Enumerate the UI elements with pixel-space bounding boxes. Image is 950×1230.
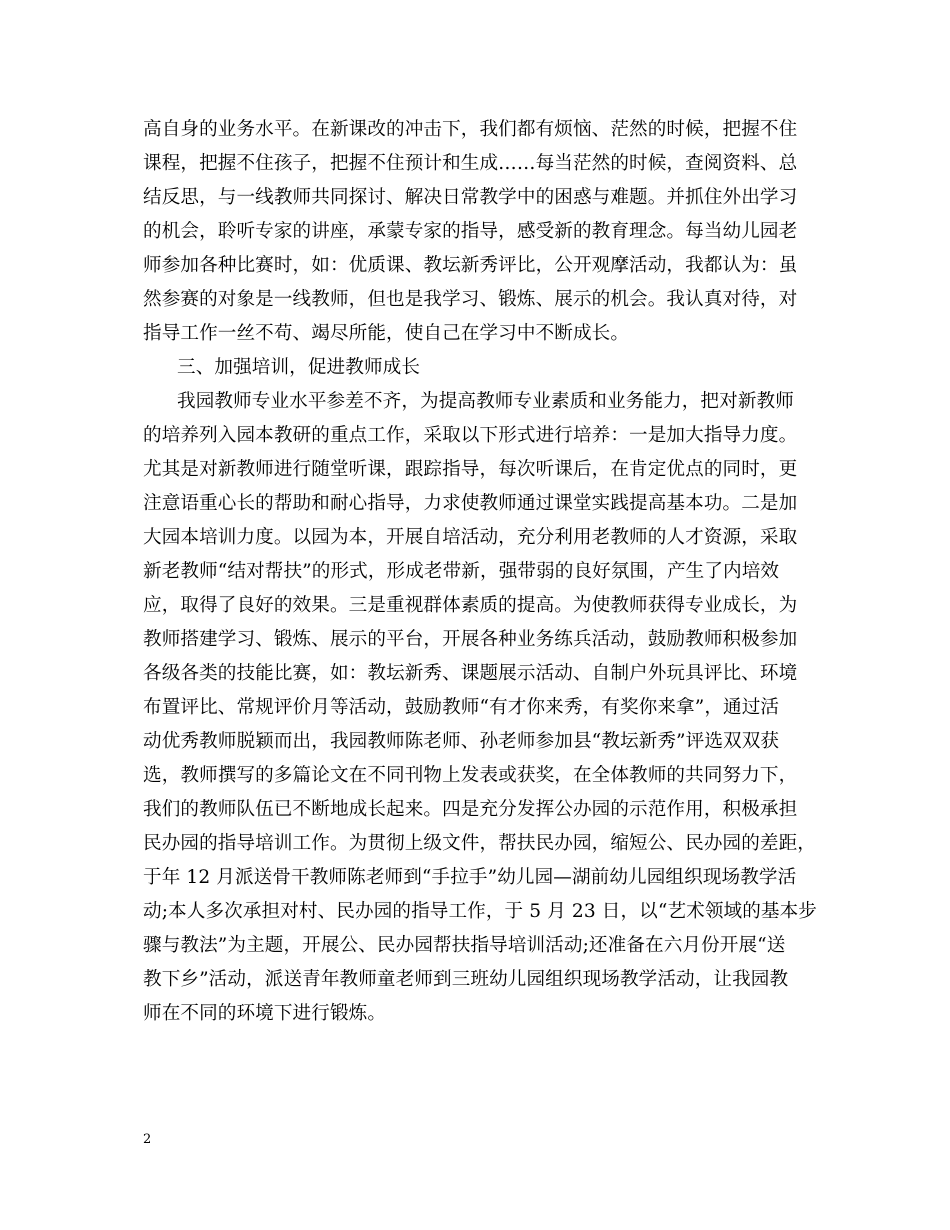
text-line: 动;本人多次承担对村、民办园的指导工作，于 5 月 23 日，以“艺术领域的基本步 (143, 901, 818, 922)
text-line: 我们的教师队伍已不断地成长起来。四是充分发挥公办园的示范作用，积极承担 (143, 799, 798, 820)
text-line: 民办园的指导培训工作。为贯彻上级文件，帮扶民办园，缩短公、民办园的差距， (143, 833, 816, 854)
paragraph-first-line: 我园教师专业水平参差不齐，为提高教师专业素质和业务能力，把对新教师 (177, 391, 794, 412)
text-line: 新老教师“结对帮扶”的形式，形成老带新，强带弱的良好氛围，产生了内培效 (143, 561, 780, 582)
page-number: 2 (143, 1132, 152, 1147)
text-line: 师在不同的环境下进行锻炼。 (143, 1003, 387, 1024)
text-line: 应，取得了良好的效果。三是重视群体素质的提高。为使教师获得专业成长，为 (143, 595, 798, 616)
text-line: 注意语重心长的帮助和耐心指导，力求使教师通过课堂实践提高基本功。二是加 (143, 493, 798, 514)
text-line: 的培养列入园本教研的重点工作，采取以下形式进行培养：一是加大指导力度。 (143, 425, 798, 446)
text-line: 的机会，聆听专家的讲座，承蒙专家的指导，感受新的教育理念。每当幼儿园老 (143, 221, 798, 242)
text-line: 布置评比、常规评价月等活动，鼓励教师“有才你来秀，有奖你来拿”，通过活 (143, 697, 780, 718)
text-line: 结反思，与一线教师共同探讨、解决日常教学中的困惑与难题。并抓住外出学习 (143, 187, 798, 208)
text-line: 大园本培训力度。以园为本，开展自培活动，充分利用老教师的人才资源，采取 (143, 527, 798, 548)
section-heading: 三、加强培训，促进教师成长 (177, 357, 421, 378)
text-line: 师参加各种比赛时，如：优质课、教坛新秀评比，公开观摩活动，我都认为：虽 (143, 255, 798, 276)
text-line: 各级各类的技能比赛，如：教坛新秀、课题展示活动、自制户外玩具评比、环境 (143, 663, 798, 684)
text-line: 指导工作一丝不苟、竭尽所能，使自己在学习中不断成长。 (143, 323, 630, 344)
body-text (143, 113, 818, 1031)
text-line: 于年 12 月派送骨干教师陈老师到“手拉手”幼儿园—湖前幼儿园组织现场教学活 (143, 867, 797, 888)
text-line: 骤与教法”为主题，开展公、民办园帮扶指导培训活动;还准备在六月份开展“送 (143, 935, 786, 956)
text-line: 高自身的业务水平。在新课改的冲击下，我们都有烦恼、茫然的时候，把握不住 (143, 119, 798, 140)
text-line: 选，教师撰写的多篇论文在不同刊物上发表或获奖，在全体教师的共同努力下， (143, 765, 798, 786)
text-line: 动优秀教师脱颖而出，我园教师陈老师、孙老师参加县“教坛新秀”评选双双获 (143, 731, 780, 752)
text-line: 教下乡”活动，派送青年教师童老师到三班幼儿园组织现场教学活动，让我园教 (143, 969, 789, 990)
text-line: 教师搭建学习、锻炼、展示的平台，开展各种业务练兵活动，鼓励教师积极参加 (143, 629, 798, 650)
text-line: 课程，把握不住孩子，把握不住预计和生成……每当茫然的时候，查阅资料、总 (143, 153, 798, 174)
text-line: 然参赛的对象是一线教师，但也是我学习、锻炼、展示的机会。我认真对待，对 (143, 289, 798, 310)
text-line: 尤其是对新教师进行随堂听课，跟踪指导，每次听课后，在肯定优点的同时，更 (143, 459, 798, 480)
